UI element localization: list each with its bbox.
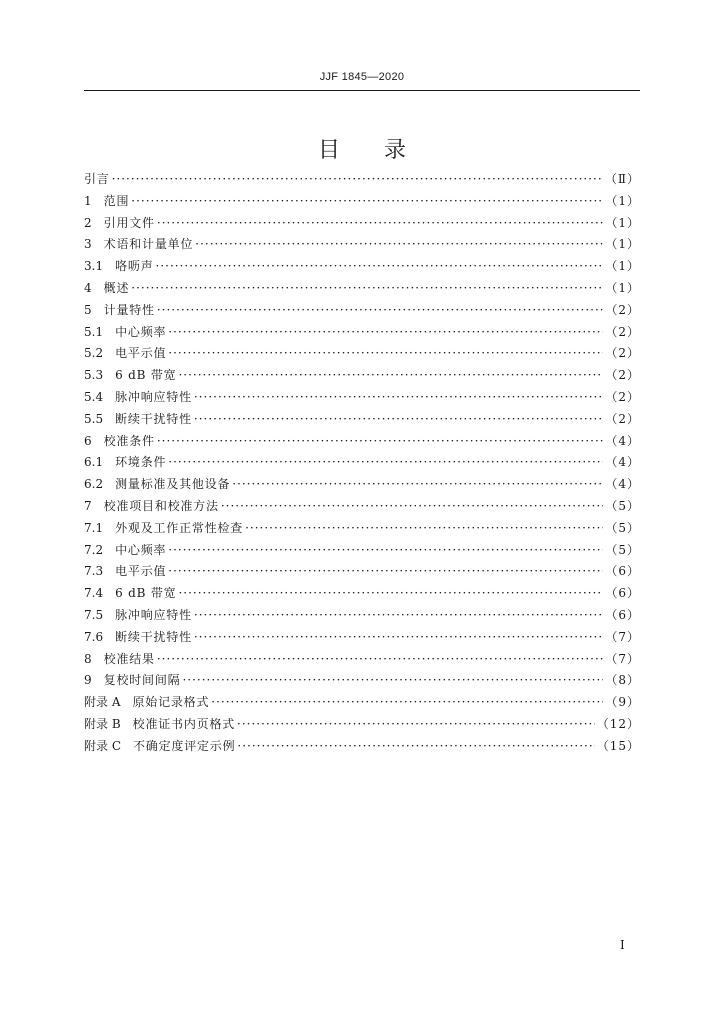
toc-entry-page: （Ⅱ） bbox=[604, 172, 640, 186]
toc-entry-label: 校准结果 bbox=[103, 651, 155, 666]
toc-leader-dots bbox=[194, 605, 603, 627]
toc-entry[interactable] bbox=[84, 191, 640, 213]
toc-leader-dots bbox=[211, 692, 603, 714]
toc-entry-label: 计量特性 bbox=[103, 302, 155, 317]
toc-entry-number: 9 bbox=[84, 673, 92, 688]
toc-entry-label: 术语和计量单位 bbox=[103, 237, 194, 252]
toc-entry-page: （6） bbox=[605, 564, 640, 579]
toc-leader-dots bbox=[168, 322, 603, 344]
toc-entry[interactable] bbox=[84, 670, 640, 692]
toc-entry-number: 6.1 bbox=[84, 455, 104, 470]
toc-entry-label: 电平示值 bbox=[115, 346, 167, 361]
toc-entry[interactable] bbox=[84, 736, 640, 758]
toc-entry[interactable] bbox=[84, 692, 640, 714]
toc-entry[interactable] bbox=[84, 496, 640, 518]
toc-entry-page: （5） bbox=[605, 542, 640, 557]
toc-leader-dots bbox=[232, 474, 603, 496]
toc-leader-dots bbox=[168, 561, 603, 583]
toc-entry-label: 咯呖声 bbox=[115, 259, 154, 274]
toc-leader-dots bbox=[237, 736, 594, 758]
toc-entry-page: （9） bbox=[605, 695, 640, 710]
toc-entry-label: 原始记录格式 bbox=[132, 695, 210, 710]
toc-entry-page: （12） bbox=[596, 716, 640, 731]
toc-entry-page: （1） bbox=[605, 259, 640, 274]
page-title: 目录 bbox=[317, 137, 450, 163]
toc-entry[interactable] bbox=[84, 365, 640, 387]
toc-entry-page: （6） bbox=[605, 586, 640, 601]
toc-entry-number: 2 bbox=[84, 215, 92, 230]
toc-entry-number: 7.5 bbox=[84, 607, 104, 622]
toc-entry-number: 附录 C bbox=[84, 738, 121, 753]
toc-entry[interactable] bbox=[84, 278, 640, 300]
toc-entry-label: 校准证书内页格式 bbox=[132, 716, 236, 731]
toc-entry-number: 6 bbox=[84, 433, 92, 448]
toc-entry-number: 6.2 bbox=[84, 477, 104, 492]
toc-entry-number: 7.4 bbox=[84, 586, 104, 601]
toc-entry-page: （1） bbox=[605, 237, 640, 252]
toc-entry-page: （1） bbox=[605, 280, 640, 295]
toc-entry[interactable] bbox=[84, 627, 640, 649]
toc-entry-number: 5.5 bbox=[84, 411, 104, 426]
toc-entry-number: 7.1 bbox=[84, 520, 104, 535]
toc-entry-page: （5） bbox=[605, 498, 640, 513]
toc-entry[interactable] bbox=[84, 322, 640, 344]
toc-entry-label: 概述 bbox=[103, 280, 130, 295]
toc-entry-number: 7.2 bbox=[84, 542, 104, 557]
toc-leader-dots bbox=[194, 387, 603, 409]
toc-entry-label: 电平示值 bbox=[115, 564, 167, 579]
toc-entry-label: 断续干扰特性 bbox=[115, 629, 192, 644]
toc-leader-dots bbox=[157, 213, 604, 235]
toc-entry-number: 7.3 bbox=[84, 564, 104, 579]
toc-leader-dots bbox=[194, 409, 603, 431]
toc-entry[interactable] bbox=[84, 649, 640, 671]
toc-leader-dots bbox=[131, 191, 603, 213]
toc-entry[interactable] bbox=[84, 474, 640, 496]
toc-leader-dots bbox=[237, 714, 595, 736]
toc-entry-page: （2） bbox=[605, 346, 640, 361]
toc-entry-label: 引言 bbox=[84, 172, 110, 186]
toc-entry-label: 校准条件 bbox=[103, 433, 155, 448]
toc-entry-page: （4） bbox=[605, 433, 640, 448]
toc-entry-page: （2） bbox=[605, 389, 640, 404]
toc-entry[interactable] bbox=[84, 343, 640, 365]
toc-entry[interactable] bbox=[84, 169, 640, 191]
toc-entry-number: 5.4 bbox=[84, 389, 104, 404]
toc-entry-number: 5.3 bbox=[84, 368, 104, 383]
toc-entry-number: 附录 B bbox=[84, 716, 121, 731]
toc-entry-label: 6 dB 带宽 bbox=[115, 586, 177, 601]
document-code: JJF 1845—2020 bbox=[319, 71, 405, 83]
toc-entry[interactable] bbox=[84, 561, 640, 583]
toc-entry-label: 6 dB 带宽 bbox=[115, 368, 177, 383]
toc-leader-dots bbox=[194, 627, 603, 649]
toc-entry[interactable] bbox=[84, 431, 640, 453]
toc-entry-number: 8 bbox=[84, 651, 92, 666]
toc-entry-page: （15） bbox=[596, 738, 640, 753]
toc-leader-dots bbox=[157, 300, 604, 322]
toc-leader-dots bbox=[178, 365, 603, 387]
toc-leader-dots bbox=[156, 256, 604, 278]
toc-entry-page: （8） bbox=[605, 673, 640, 688]
toc-entry-label: 中心频率 bbox=[115, 324, 167, 339]
toc-entry-label: 引用文件 bbox=[103, 215, 155, 230]
toc-entry-page: （4） bbox=[605, 455, 640, 470]
toc-entry-page: （7） bbox=[605, 651, 640, 666]
toc-entry-number: 4 bbox=[84, 280, 92, 295]
toc-entry[interactable] bbox=[84, 213, 640, 235]
toc-entry-label: 测量标准及其他设备 bbox=[115, 477, 231, 492]
toc-entry-page: （2） bbox=[605, 324, 640, 339]
toc-entry-label: 校准项目和校准方法 bbox=[103, 498, 219, 513]
toc-leader-dots bbox=[221, 496, 604, 518]
toc-entry-label: 外观及工作正常性检查 bbox=[115, 520, 244, 535]
toc-entry-number: 1 bbox=[84, 193, 92, 208]
toc-entry[interactable] bbox=[84, 583, 640, 605]
toc-entry[interactable] bbox=[84, 452, 640, 474]
toc-entry-page: （7） bbox=[605, 629, 640, 644]
toc-entry[interactable] bbox=[84, 540, 640, 562]
toc-entry-page: （2） bbox=[605, 368, 640, 383]
header-rule bbox=[84, 90, 640, 91]
toc-entry-number: 5.1 bbox=[84, 324, 104, 339]
toc-leader-dots bbox=[131, 278, 603, 300]
toc-entry[interactable] bbox=[84, 409, 640, 431]
page-number: I bbox=[620, 938, 625, 952]
toc-entry-label: 脉冲响应特性 bbox=[115, 607, 192, 622]
toc-leader-dots bbox=[112, 169, 603, 191]
toc-leader-dots bbox=[195, 234, 603, 256]
toc-leader-dots bbox=[157, 649, 604, 671]
toc-leader-dots bbox=[168, 540, 603, 562]
toc-entry-number: 附录 A bbox=[84, 695, 121, 710]
toc-entry-page: （2） bbox=[605, 411, 640, 426]
toc-leader-dots bbox=[168, 343, 603, 365]
toc-entry-page: （5） bbox=[605, 520, 640, 535]
toc-entry-number: 5 bbox=[84, 302, 92, 317]
toc-entry[interactable] bbox=[84, 256, 640, 278]
toc-entry-label: 断续干扰特性 bbox=[115, 411, 192, 426]
toc-leader-dots bbox=[157, 431, 604, 453]
toc-entry[interactable] bbox=[84, 300, 640, 322]
toc-entry-page: （1） bbox=[605, 193, 640, 208]
toc-entry-number: 3 bbox=[84, 237, 92, 252]
toc-entry-number: 5.2 bbox=[84, 346, 104, 361]
toc-entry-number: 3.1 bbox=[84, 259, 104, 274]
toc-entry-label: 不确定度评定示例 bbox=[133, 738, 236, 753]
toc-entry-label: 环境条件 bbox=[115, 455, 167, 470]
toc-entry-page: （6） bbox=[605, 607, 640, 622]
toc-leader-dots bbox=[245, 518, 603, 540]
toc-entry-number: 7.6 bbox=[84, 629, 104, 644]
toc-entry-page: （4） bbox=[605, 477, 640, 492]
toc-entry-number: 7 bbox=[84, 498, 92, 513]
toc-entry-label: 范围 bbox=[103, 193, 130, 208]
toc-leader-dots bbox=[178, 583, 603, 605]
toc-leader-dots bbox=[182, 670, 603, 692]
toc-entry-label: 中心频率 bbox=[115, 542, 167, 557]
toc-entry[interactable] bbox=[84, 387, 640, 409]
table-of-contents bbox=[84, 169, 640, 758]
toc-entry-page: （2） bbox=[605, 302, 640, 317]
toc-entry[interactable] bbox=[84, 518, 640, 540]
toc-entry[interactable] bbox=[84, 605, 640, 627]
toc-entry[interactable] bbox=[84, 234, 640, 256]
toc-entry-label: 复校时间间隔 bbox=[103, 673, 181, 688]
toc-leader-dots bbox=[168, 452, 603, 474]
toc-entry-page: （1） bbox=[605, 215, 640, 230]
toc-entry[interactable] bbox=[84, 714, 640, 736]
toc-entry-label: 脉冲响应特性 bbox=[115, 389, 192, 404]
